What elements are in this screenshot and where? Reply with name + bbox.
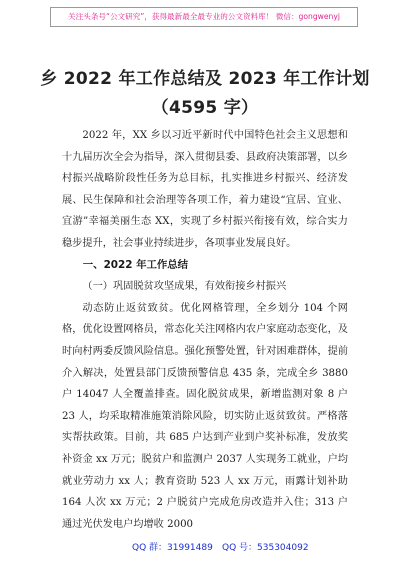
intro-paragraph: 2022 年，XX 乡以习近平新时代中国特色社会主义思想和十九届历次全会为指导，深入贯彻县委、县政府决策部署，以乡村振兴战略阶段性任务为总目标，扎实推进乡村振兴、经济发展、民生保障和社会治理等各项工作，着力建设“宜居、宜业、宜游”幸福美丽生态 XX，实现了乡村振兴衔接有效，综合实力稳步提升，社会事业持续进步，各项事业发展良好。: [62, 130, 348, 249]
footer-qq-number: QQ 号：535304092: [222, 543, 309, 553]
subsection-heading: （一）巩固脱贫攻坚成果，有效衔接乡村振兴: [82, 281, 287, 293]
document-body: [62, 125, 348, 535]
footer-qq-group: QQ 群：31991489: [132, 543, 213, 553]
document-title-wordcount: （4595 字）: [151, 98, 259, 118]
section-heading: 一、2022 年工作总结: [82, 258, 189, 271]
promo-banner: 关注头条号“公文研究”，获得最新最全最专业的公文资料库！ 微信：gongwenyj: [50, 7, 358, 27]
body-paragraph: 动态防止返贫致贫。优化网格管理，全乡划分 104 个网格，优化设置网格员，常态化关注网格内农户家庭动态变化，及时向村两委反馈风险信息。强化预警处置，针对困难群体，提前介入解决，处置县部门反馈预警信息 435 条，完成全乡 3880 户 14047 人全覆盖排查。固化脱贫成果，新增监测对象 8 户 23 人，均采取精准施策消除风险，切实防止返贫致贫。严格落实帮扶政策。目前，共 685 户达到产业到户奖补标准，发放奖补资金 xx 万元；脱贫户和监测户 2037 人实现务工就业，户均就业劳动力 xx 人；教育资助 523 人 xx 万元，雨露计划补助 164 人次 xx 万元；2 户脱贫户完成危房改造并入住；313 户通过光伏发电户均增收 2000: [62, 302, 348, 530]
document-title: 乡 2022 年工作总结及 2023 年工作计划: [40, 69, 370, 89]
